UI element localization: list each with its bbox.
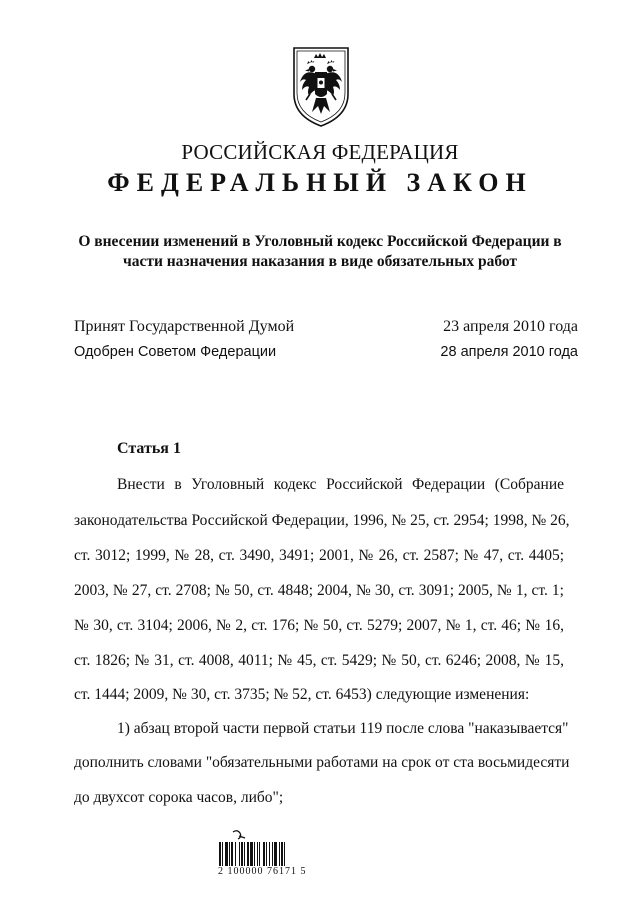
- article-text-line: Внести в Уголовный кодекс Российской Федерации (Собрание: [117, 476, 564, 493]
- adoption-council-label: Одобрен Советом Федерации: [74, 344, 277, 360]
- article-text-line: до двухсот сорока часов, либо";: [74, 789, 284, 806]
- document-title: [60, 232, 580, 272]
- article-text-line: ст. 1444; 2009, № 30, ст. 3735; № 52, ст. 6453) следующие изменения:: [74, 686, 530, 703]
- article-heading: Статья 1: [117, 440, 181, 457]
- article-text-line: 1) абзац второй части первой статьи 119 после слова "наказывается": [117, 720, 569, 737]
- adoption-duma-date: 23 апреля 2010 года: [443, 318, 578, 335]
- article-text-line: № 30, ст. 3104; 2006, № 2, ст. 176; № 50, ст. 5279; 2007, № 1, ст. 46; № 16,: [74, 617, 564, 634]
- article-text-line: дополнить словами "обязательными работами на срок от ста восьмидесяти: [74, 754, 570, 771]
- article-text-line: ст. 3012; 1999, № 28, ст. 3490, 3491; 2001, № 26, ст. 2587; № 47, ст. 4405;: [74, 547, 564, 564]
- document-type: ФЕДЕРАЛЬНЫЙ ЗАКОН: [107, 168, 533, 197]
- adoption-duma-label: Принят Государственной Думой: [74, 318, 295, 335]
- document-title-line: части назначения наказания в виде обязательных работ: [122, 253, 518, 270]
- article-text-line: ст. 1826; № 31, ст. 4008, 4011; № 45, ст. 5429; № 50, ст. 6246; 2008, № 15,: [74, 652, 564, 669]
- barcode-number: 2 100000 76171 5: [218, 866, 307, 877]
- country-name: РОССИЙСКАЯ ФЕДЕРАЦИЯ: [181, 140, 459, 164]
- coat-of-arms-emblem: [290, 42, 352, 128]
- article-text-line: 2003, № 27, ст. 2708; № 50, ст. 4848; 2004, № 30, ст. 3091; 2005, № 1, ст. 1;: [74, 582, 564, 599]
- document-title-line: О внесении изменений в Уголовный кодекс Российской Федерации в: [78, 233, 562, 250]
- adoption-council-date: 28 апреля 2010 года: [440, 344, 578, 360]
- article-text-line: законодательства Российской Федерации, 1996, № 25, ст. 2954; 1998, № 26,: [74, 512, 570, 529]
